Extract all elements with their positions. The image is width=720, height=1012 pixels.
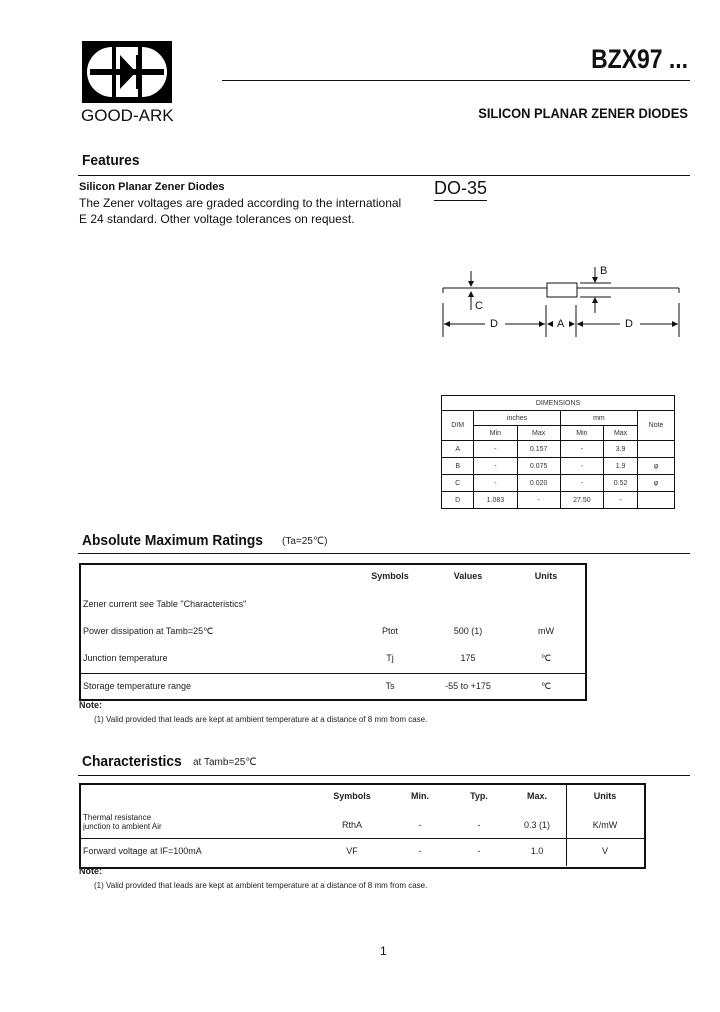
package-label: DO-35 bbox=[434, 178, 487, 201]
amr-param: Storage temperature range bbox=[83, 681, 192, 691]
cell bbox=[638, 492, 675, 509]
char-param-line2: junction to ambient Air bbox=[83, 822, 162, 831]
char-unit: K/mW bbox=[592, 820, 618, 830]
char-header-symbols: Symbols bbox=[333, 791, 371, 801]
cell: 27.50 bbox=[560, 492, 603, 509]
char-note: (1) Valid provided that leads are kept at ambient temperature at a distance of 8 mm from case. bbox=[94, 881, 428, 890]
char-max: 1.0 bbox=[530, 846, 544, 856]
cell: 1.9 bbox=[604, 458, 638, 475]
char-header-typ: Typ. bbox=[470, 791, 488, 801]
amr-unit: mW bbox=[538, 626, 554, 636]
features-heading: Features bbox=[82, 152, 140, 169]
dim-header: DIM bbox=[442, 411, 474, 441]
cell: 0.020 bbox=[517, 475, 560, 492]
dim-row-d bbox=[442, 492, 675, 509]
mm-min: Min bbox=[560, 426, 603, 441]
cell: A bbox=[442, 441, 474, 458]
char-param: Thermal resistance bbox=[83, 813, 152, 822]
cell: 0.157 bbox=[517, 441, 560, 458]
cell: - bbox=[517, 492, 560, 509]
amr-symbol: Ts bbox=[385, 681, 395, 691]
cell: C bbox=[442, 475, 474, 492]
char-typ: - bbox=[477, 820, 481, 830]
cell: - bbox=[560, 475, 603, 492]
amr-header-symbols: Symbols bbox=[371, 571, 409, 581]
cell: φ bbox=[638, 458, 675, 475]
amr-header-units: Units bbox=[534, 571, 558, 581]
cell: B bbox=[442, 458, 474, 475]
char-min: - bbox=[418, 846, 422, 856]
char-header-units: Units bbox=[593, 791, 617, 801]
diagram-label-b: B bbox=[600, 265, 608, 277]
cell: 1.083 bbox=[474, 492, 517, 509]
diagram-label-d-right: D bbox=[625, 318, 633, 330]
amr-param: Zener current see Table "Characteristics" bbox=[83, 599, 247, 609]
amr-note-label: Note: bbox=[79, 700, 102, 710]
dim-row-c bbox=[442, 475, 675, 492]
diagram-label-c: C bbox=[475, 300, 483, 312]
features-rule bbox=[78, 175, 690, 176]
amr-note: (1) Valid provided that leads are kept at ambient temperature at a distance of 8 mm from case. bbox=[94, 715, 428, 724]
inches-header: inches bbox=[474, 411, 560, 426]
char-symbol: RthA bbox=[341, 820, 363, 830]
cell: - bbox=[560, 458, 603, 475]
amr-row-divider bbox=[80, 673, 585, 674]
cell: φ bbox=[638, 475, 675, 492]
mm-header: mm bbox=[560, 411, 637, 426]
page-number: 1 bbox=[380, 944, 387, 958]
part-number: BZX97 ... bbox=[591, 44, 688, 74]
cell bbox=[638, 441, 675, 458]
amr-rule bbox=[78, 553, 690, 554]
amr-header-values: Values bbox=[453, 571, 483, 581]
diagram-label-d-left: D bbox=[490, 318, 498, 330]
char-symbol: VF bbox=[346, 846, 358, 856]
char-unit: V bbox=[601, 846, 609, 856]
dim-row-b bbox=[442, 458, 675, 475]
char-max: 0.3 (1) bbox=[523, 820, 551, 830]
amr-value: -55 to +175 bbox=[445, 681, 491, 691]
char-note-label: Note: bbox=[79, 866, 102, 876]
char-param: Forward voltage at IF=100mA bbox=[83, 846, 202, 856]
note-header: Note bbox=[638, 411, 675, 441]
cell: - bbox=[474, 441, 517, 458]
amr-param: Junction temperature bbox=[83, 653, 168, 663]
char-header-max: Max. bbox=[526, 791, 548, 801]
amr-unit: ℃ bbox=[540, 653, 552, 663]
mm-max: Max bbox=[604, 426, 638, 441]
cell: D bbox=[442, 492, 474, 509]
features-line-1: The Zener voltages are graded according to the international bbox=[79, 196, 402, 210]
char-typ: - bbox=[477, 846, 481, 856]
features-subheading: Silicon Planar Zener Diodes bbox=[79, 181, 225, 193]
cell: - bbox=[604, 492, 638, 509]
amr-value: 500 (1) bbox=[453, 626, 483, 636]
amr-unit: ℃ bbox=[540, 681, 552, 691]
dimensions-table bbox=[441, 395, 675, 509]
amr-symbol: Ptot bbox=[381, 626, 399, 636]
amr-param: Power dissipation at Tamb=25℃ bbox=[83, 626, 214, 636]
cell: 3.9 bbox=[604, 441, 638, 458]
dimensions-title: DIMENSIONS bbox=[442, 396, 675, 411]
char-min: - bbox=[418, 820, 422, 830]
char-row-divider bbox=[80, 838, 644, 839]
cell: - bbox=[474, 475, 517, 492]
logo-text: GOOD-ARK bbox=[81, 106, 174, 125]
characteristics-heading: Characteristics bbox=[82, 753, 182, 770]
cell: - bbox=[474, 458, 517, 475]
cell: 0.52 bbox=[604, 475, 638, 492]
cell: 0.075 bbox=[517, 458, 560, 475]
inches-max: Max bbox=[517, 426, 560, 441]
char-header-min: Min. bbox=[411, 791, 429, 801]
characteristics-rule bbox=[78, 775, 690, 776]
units-column-divider bbox=[566, 784, 567, 866]
features-line-2: E 24 standard. Other voltage tolerances on request. bbox=[79, 212, 355, 226]
amr-condition: (Ta=25℃) bbox=[282, 536, 328, 547]
title-rule bbox=[222, 80, 690, 81]
subtitle: SILICON PLANAR ZENER DIODES bbox=[478, 105, 688, 121]
diode-logo-icon bbox=[82, 41, 172, 103]
amr-symbol: Tj bbox=[386, 653, 394, 663]
cell: - bbox=[560, 441, 603, 458]
good-ark-logo bbox=[82, 41, 172, 108]
amr-heading: Absolute Maximum Ratings bbox=[82, 532, 263, 549]
inches-min: Min bbox=[474, 426, 517, 441]
dim-row-a bbox=[442, 441, 675, 458]
amr-value: 175 bbox=[460, 653, 476, 663]
characteristics-condition: at Tamb=25℃ bbox=[193, 757, 257, 768]
diagram-label-a: A bbox=[557, 318, 565, 330]
